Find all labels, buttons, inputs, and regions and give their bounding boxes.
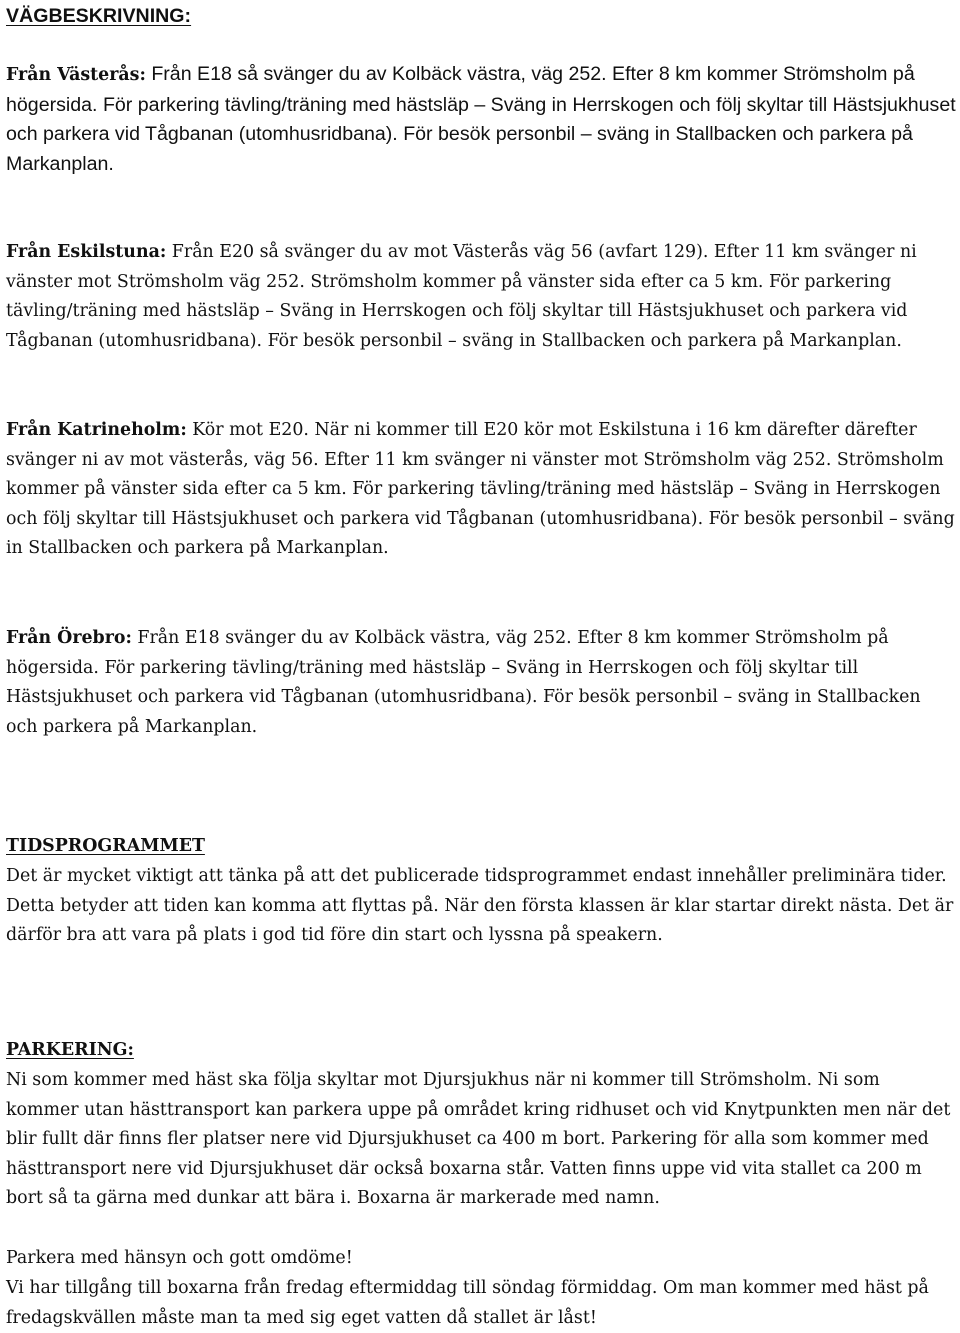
directions-heading: VÄGBESKRIVNING: [6,5,192,27]
directions-eskilstuna-text: Från E20 så svänger du av mot Västerås väg 56 (avfart 129). Efter 11 km svänger ni vänster mot Strömsholm väg 252. Strömsholm kommer på vänster sida efter ca 5 km. För parkering tävling/träning med hästsläp – Sväng in Herrskogen och följ skyltar till Hästsjukhuset och parkera vid Tågbanan (utomhusridbana). För besök personbil – sväng in Stallbacken och parkera på Markanplan. [6,242,917,351]
directions-orebro-text: Från E18 svänger du av Kolbäck västra, väg 252. Efter 8 km kommer Strömsholm på högersida. För parkering tävling/träning med hästsläp – Sväng in Herrskogen och följ skyltar till Hästsjukhuset och parkera vid Tågbanan (utomhusridbana). För besök personbil – sväng in Stallbacken och parkera på Markanplan. [6,628,921,737]
directions-vasteras [6,60,956,179]
directions-orebro [6,624,956,742]
directions-vasteras-lead: Från Västerås: [6,65,146,85]
directions-eskilstuna [6,238,956,356]
directions-vasteras-text: Från E18 så svänger du av Kolbäck västra, väg 252. Efter 8 km kommer Strömsholm på högersida. För parkering tävling/träning med hästsläp – Sväng in Herrskogen och följ skyltar till Hästsjukhuset och parkera vid Tågbanan (utomhusridbana). För besök personbil – sväng in Stallbacken och parkera på Markanplan. [6,63,956,175]
directions-katrineholm [6,416,956,564]
parking-note-1: Parkera med hänsyn och gott omdöme! [6,1248,353,1268]
directions-orebro-lead: Från Örebro: [6,628,132,648]
directions-katrineholm-text: Kör mot E20. När ni kommer till E20 kör mot Eskilstuna i 16 km därefter därefter svänger ni av mot västerås, väg 56. Efter 11 km svänger ni vänster mot Strömsholm väg 252. Strömsholm kommer på vänster sida efter ca 5 km. För parkering tävling/träning med hästsläp – Sväng in Herrskogen och följ skyltar till Hästsjukhuset och parkera vid Tågbanan (utomhusridbana). För besök personbil – sväng in Stallbacken och parkera på Markanplan. [6,420,955,559]
parking-note-2: Vi har tillgång till boxarna från fredag eftermiddag till söndag förmiddag. Om man kommer med häst på fredagskvällen måste man ta med sig eget vatten då stallet är låst! [6,1278,929,1328]
parking-heading: PARKERING: [6,1040,134,1060]
schedule-heading: TIDSPROGRAMMET [6,836,205,856]
directions-eskilstuna-lead: Från Eskilstuna: [6,242,167,262]
parking-text: Ni som kommer med häst ska följa skyltar mot Djursjukhus när ni kommer till Strömsholm. Ni som kommer utan hästtransport kan parkera uppe på området kring ridhuset och vid Knytpunkten men när det blir fullt där finns fler platser nere vid Djursjukhuset ca 400 m bort. Parkering för alla som kommer med hästtransport nere vid Djursjukhuset där också boxarna står. Vatten finns uppe vid vita stallet ca 200 m bort så ta gärna med dunkar att bära i. Boxarna är markerade med namn. [6,1070,951,1209]
directions-katrineholm-lead: Från Katrineholm: [6,420,187,440]
schedule-text: Det är mycket viktigt att tänka på att det publicerade tidsprogrammet endast innehåller preliminära tider. Detta betyder att tiden kan komma att flyttas på. När den första klassen är klar startar direkt nästa. Det är därför bra att vara på plats i god tid före din start och lyssna på speakern. [6,866,954,946]
